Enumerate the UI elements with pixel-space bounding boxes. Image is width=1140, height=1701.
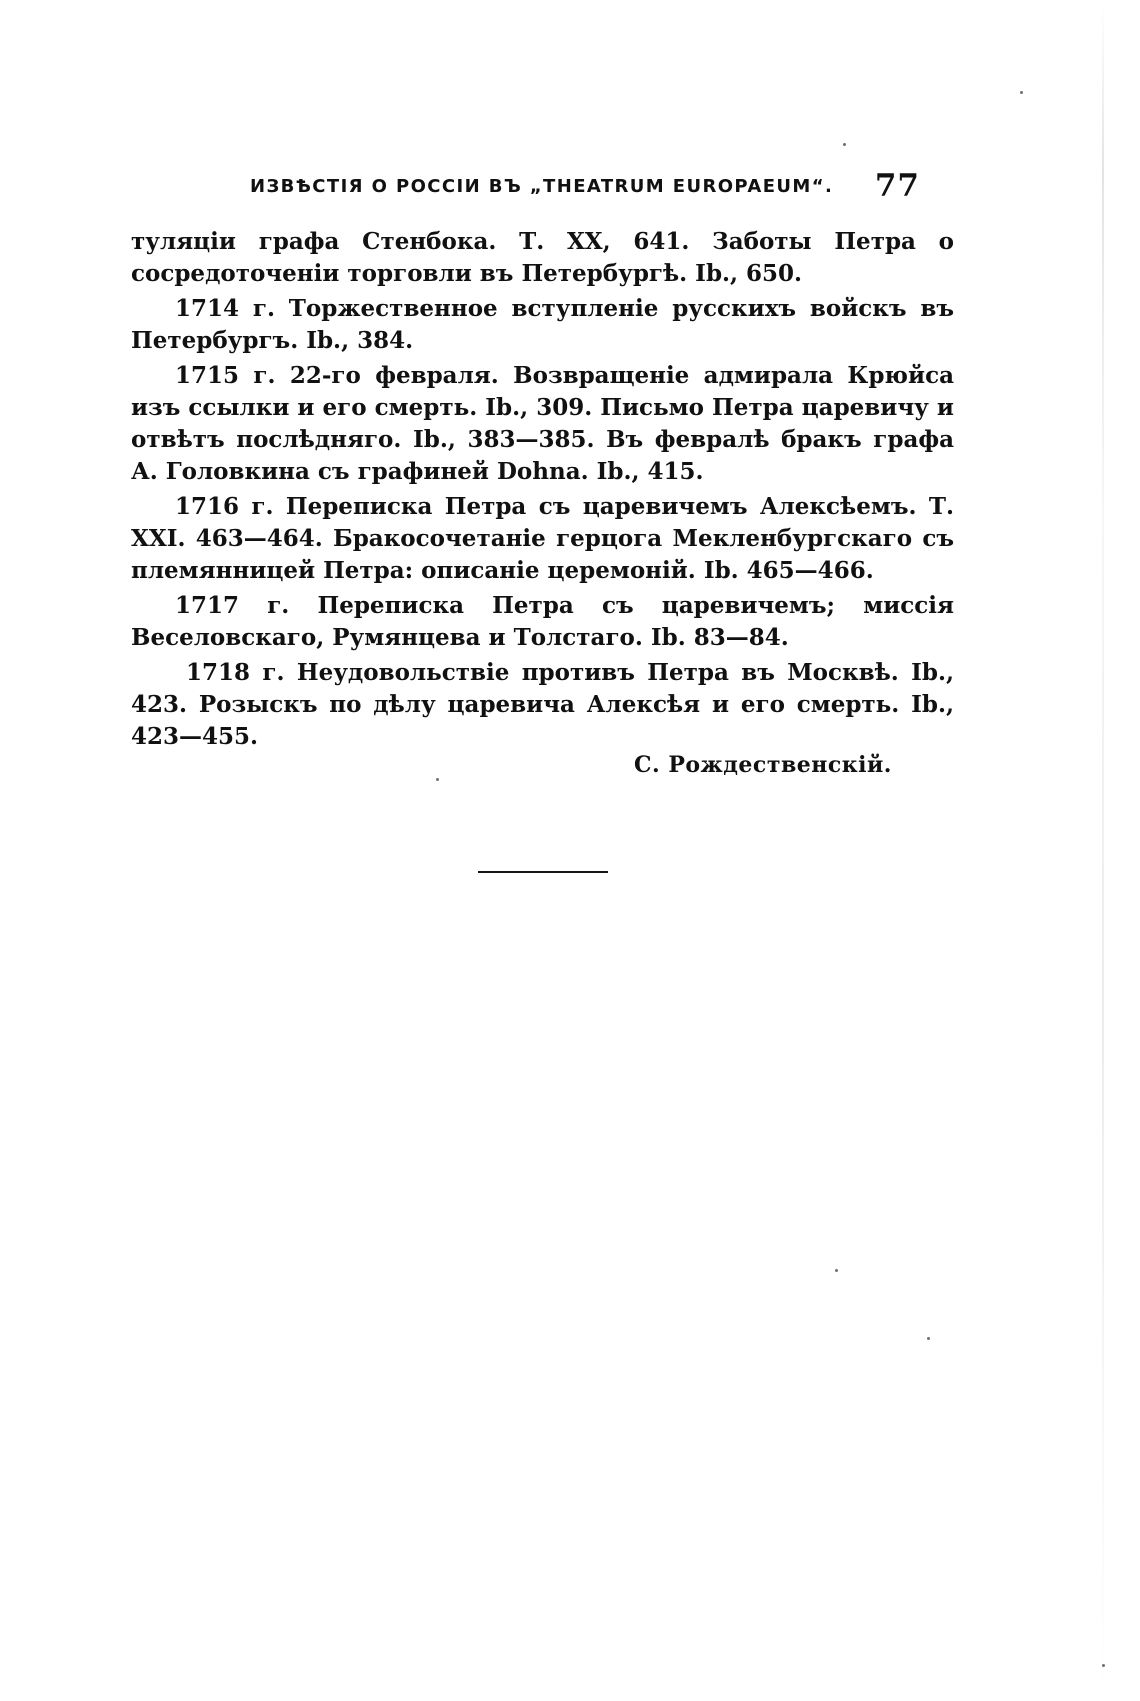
scan-speck <box>1020 91 1023 94</box>
scan-speck <box>843 143 846 146</box>
running-header <box>250 168 920 208</box>
page-number: 77 <box>874 168 920 204</box>
end-rule-divider <box>478 871 608 873</box>
paragraph-1718: 1718 г. Неудовольствіе противъ Петра въ Москвѣ. Ib., 423. Розыскъ по дѣлу царевича Алексѣя и его смерть. Ib., 423—455. <box>131 659 954 750</box>
paragraph-1714: 1714 г. Торжественное вступленіе русскихъ войскъ въ Петербургъ. Ib., 384. <box>131 295 954 354</box>
running-title: ИЗВѢСТІЯ О РОССІИ ВЪ „THEATRUM EUROPAEUM“. <box>250 176 834 197</box>
scan-speck <box>1102 1664 1105 1667</box>
paragraph-1715: 1715 г. 22-го февраля. Возвращеніе адмирала Крюйса изъ ссылки и его смерть. Ib., 309. Письмо Петра царевичу и отвѣтъ послѣдняго. Ib., 383—385. Въ февралѣ бракъ графа А. Головкина съ графиней Dohna. Ib., 415. <box>131 362 954 485</box>
paragraph-1716: 1716 г. Переписка Петра съ царевичемъ Алексѣемъ. Т. XXI. 463—464. Бракосочетаніе герцога Мекленбургскаго съ племянницей Петра: описаніе церемоній. Ib. 465—466. <box>131 493 954 584</box>
scan-speck <box>835 1269 838 1272</box>
scan-speck <box>927 1337 930 1340</box>
author-signature: С. Рождественскій. <box>634 752 892 778</box>
scan-speck <box>436 778 439 781</box>
page-edge-shadow <box>1102 0 1104 1701</box>
article-text <box>131 226 954 756</box>
paragraph-continuation: туляціи графа Стенбока. Т. XX, 641. Заботы Петра о сосредоточеніи торговли въ Петербургѣ. Ib., 650. <box>131 228 954 287</box>
paragraph-1717: 1717 г. Переписка Петра съ царевичемъ; миссія Веселовскаго, Румянцева и Толстаго. Ib. 83—84. <box>131 592 954 651</box>
